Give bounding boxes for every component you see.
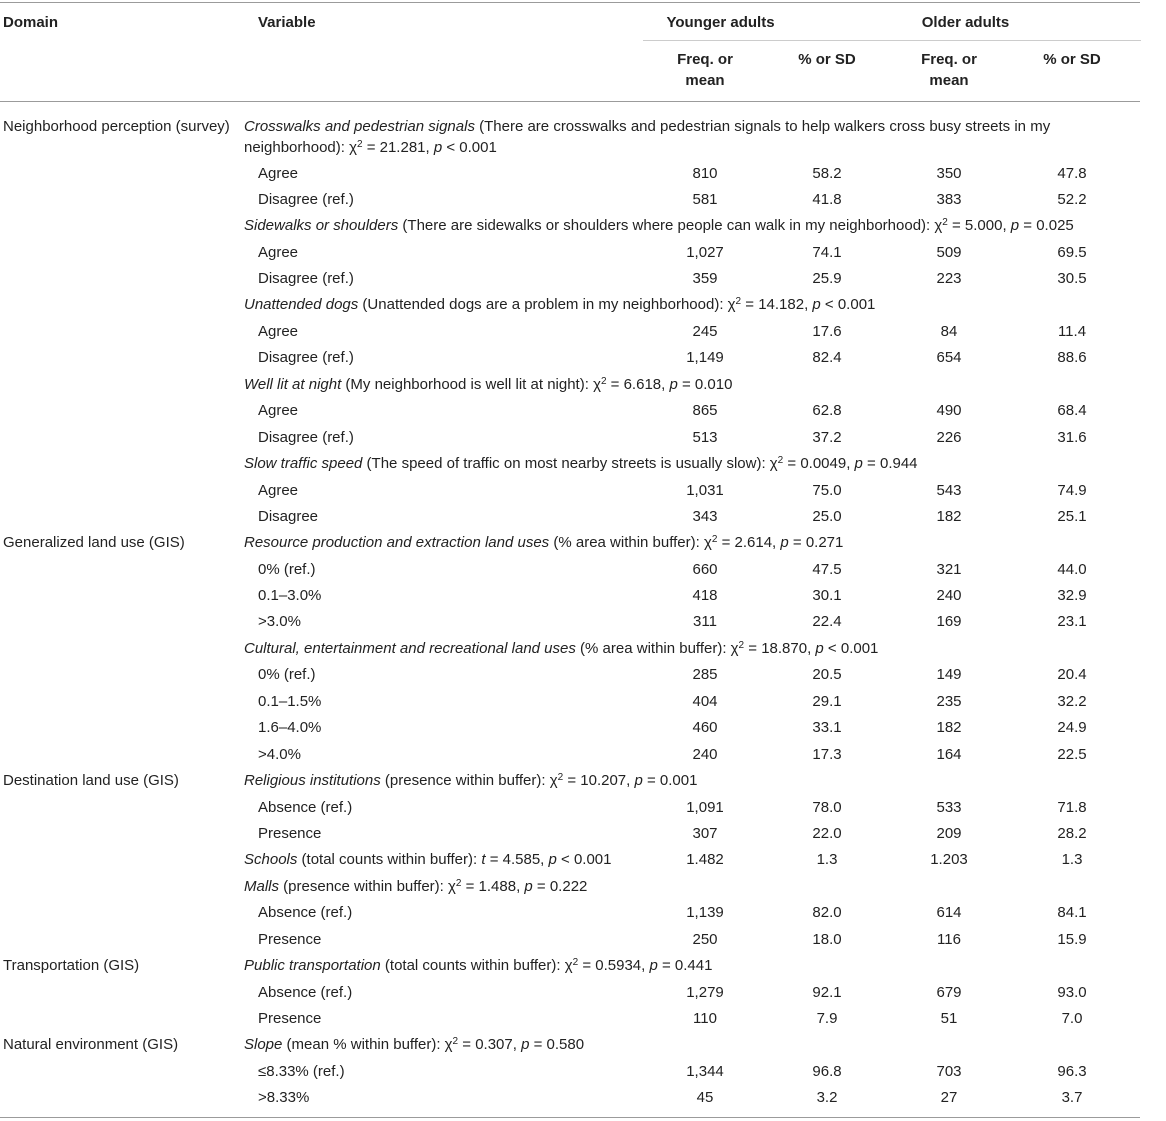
table-row	[0, 902, 1140, 928]
header-domain: Domain	[3, 14, 59, 31]
statistic-exponent: 2	[600, 376, 607, 387]
test-statistic-symbol: χ	[727, 296, 736, 313]
level-label: 0.1–3.0%	[258, 587, 322, 604]
older-freq-cell: 679	[936, 984, 962, 1001]
younger-freq-cell: 285	[692, 666, 718, 683]
variable-row	[0, 770, 1140, 796]
level-label: ≤8.33% (ref.)	[258, 1063, 345, 1080]
test-statistic-symbol: χ	[564, 957, 573, 974]
older-freq-cell: 169	[936, 613, 962, 630]
older-pct-cell: 22.5	[1057, 746, 1087, 763]
variable-title	[244, 215, 1074, 236]
younger-pct-cell: 82.4	[812, 349, 842, 366]
bottom-rule	[0, 1117, 1140, 1118]
table-row	[0, 797, 1140, 823]
variable-row	[0, 453, 1140, 479]
younger-pct-cell: 82.0	[812, 904, 842, 921]
test-statistic-value: = 21.281,	[362, 139, 434, 156]
older-pct-cell: 30.5	[1057, 270, 1087, 287]
older-freq-cell: 223	[936, 270, 962, 287]
level-label: Disagree	[258, 508, 319, 525]
younger-freq-cell: 1,149	[686, 349, 724, 366]
table-row	[0, 929, 1140, 955]
older-pct-cell: 23.1	[1057, 613, 1087, 630]
p-symbol: p	[521, 1036, 530, 1053]
younger-freq-cell: 865	[692, 402, 718, 419]
variable-name: Unattended dogs	[244, 296, 359, 313]
younger-pct-cell: 1.3	[816, 851, 838, 868]
p-value: = 0.001	[642, 772, 698, 789]
variable-title	[244, 374, 732, 395]
younger-pct-cell: 18.0	[812, 931, 842, 948]
test-statistic-value: = 0.307,	[458, 1036, 522, 1053]
variable-description: (% area within buffer):	[549, 534, 704, 551]
younger-pct-cell: 92.1	[812, 984, 842, 1001]
younger-freq-cell: 1,027	[686, 244, 724, 261]
level-label: Agree	[258, 244, 299, 261]
younger-pct-cell: 41.8	[812, 191, 842, 208]
header-older-adults: Older adults	[921, 14, 1010, 31]
older-freq-cell: 1.203	[930, 851, 968, 868]
younger-pct-cell: 17.3	[812, 746, 842, 763]
younger-freq-cell: 1,139	[686, 904, 724, 921]
older-pct-cell: 44.0	[1057, 561, 1087, 578]
domain-label: Transportation (GIS)	[3, 957, 140, 974]
older-pct-cell: 32.9	[1057, 587, 1087, 604]
table-row	[0, 1008, 1140, 1034]
level-label: Absence (ref.)	[258, 984, 353, 1001]
younger-freq-cell: 1.482	[686, 851, 724, 868]
older-freq-cell: 164	[936, 746, 962, 763]
table-row	[0, 189, 1140, 215]
older-pct-cell: 11.4	[1057, 323, 1087, 340]
variable-description: (presence within buffer):	[380, 772, 550, 789]
younger-pct-cell: 47.5	[812, 561, 842, 578]
level-label: Agree	[258, 165, 299, 182]
variable-title	[244, 876, 587, 897]
variable-row	[0, 876, 1140, 902]
level-label: Disagree (ref.)	[258, 191, 354, 208]
test-statistic-symbol: χ	[349, 139, 357, 156]
older-freq-cell: 321	[936, 561, 962, 578]
older-freq-cell: 209	[936, 825, 962, 842]
older-freq-cell: 383	[936, 191, 962, 208]
level-label: >8.33%	[258, 1089, 310, 1106]
younger-pct-cell: 25.9	[812, 270, 842, 287]
older-freq-cell: 490	[936, 402, 962, 419]
variable-title	[244, 453, 918, 474]
level-label: >4.0%	[258, 746, 301, 763]
younger-pct-cell: 96.8	[812, 1063, 842, 1080]
younger-freq-cell: 245	[692, 323, 718, 340]
test-statistic-symbol: t	[481, 851, 486, 868]
table-row	[0, 347, 1140, 373]
older-pct-cell: 28.2	[1057, 825, 1087, 842]
test-statistic-value: = 1.488,	[461, 878, 525, 895]
level-label: 0.1–1.5%	[258, 693, 322, 710]
table-row	[0, 427, 1140, 453]
p-symbol: p	[634, 772, 643, 789]
level-label: 1.6–4.0%	[258, 719, 322, 736]
table-row	[0, 823, 1140, 849]
variable-name: Sidewalks or shoulders	[244, 217, 399, 234]
older-freq-cell: 614	[936, 904, 962, 921]
header-younger-adults: Younger adults	[666, 14, 775, 31]
younger-freq-cell: 810	[692, 165, 718, 182]
younger-pct-cell: 37.2	[812, 429, 842, 446]
table-row	[0, 691, 1140, 717]
variable-row	[0, 374, 1140, 400]
variable-description: (There are sidewalks or shoulders where people can walk in my neighborhood):	[398, 217, 935, 234]
older-freq-cell: 84	[940, 323, 958, 340]
test-statistic-symbol: χ	[769, 455, 778, 472]
older-freq-cell: 226	[936, 429, 962, 446]
variable-description: (There are crosswalks and pedestrian signals to help walkers cross busy streets in my neighborhood):	[244, 118, 1051, 156]
table-row	[0, 982, 1140, 1008]
younger-freq-cell: 660	[692, 561, 718, 578]
younger-pct-cell: 17.6	[812, 323, 842, 340]
statistic-exponent: 2	[455, 878, 462, 889]
variable-name: Crosswalks and pedestrian signals	[244, 118, 475, 135]
variable-description: (presence within buffer):	[279, 878, 448, 895]
level-label: Agree	[258, 482, 299, 499]
variable-row	[0, 116, 1140, 156]
test-statistic-symbol: χ	[730, 640, 739, 657]
older-freq-cell: 51	[940, 1010, 958, 1027]
p-value: < 0.001	[823, 640, 879, 657]
older-pct-cell: 15.9	[1057, 931, 1087, 948]
variable-title	[244, 770, 697, 791]
younger-freq-cell: 240	[692, 746, 718, 763]
older-freq-cell: 182	[936, 719, 962, 736]
level-label: Presence	[258, 825, 322, 842]
younger-freq-cell: 343	[692, 508, 718, 525]
younger-pct-cell: 29.1	[812, 693, 842, 710]
younger-freq-cell: 404	[692, 693, 718, 710]
variable-row	[0, 955, 1140, 981]
p-value: < 0.001	[820, 296, 876, 313]
younger-pct-cell: 33.1	[812, 719, 842, 736]
younger-pct-cell: 22.0	[812, 825, 842, 842]
variable-row	[0, 215, 1140, 241]
older-freq-cell: 240	[936, 587, 962, 604]
variable-title	[244, 955, 712, 976]
statistic-exponent: 2	[738, 640, 745, 651]
test-statistic-symbol: χ	[444, 1036, 453, 1053]
younger-pct-cell: 3.2	[816, 1089, 838, 1106]
p-symbol: p	[433, 139, 443, 156]
variable-name: Slope	[244, 1036, 283, 1053]
variable-title	[244, 294, 875, 315]
variable-title	[244, 638, 878, 659]
older-pct-cell: 20.4	[1057, 666, 1087, 683]
group-rule	[643, 40, 1141, 41]
p-symbol: p	[649, 957, 658, 974]
variable-name: Public transportation	[244, 957, 381, 974]
table-row	[0, 744, 1140, 770]
p-symbol: p	[815, 640, 824, 657]
younger-pct-cell: 58.2	[812, 165, 842, 182]
older-freq-cell: 149	[936, 666, 962, 683]
header-older-pct: % or SD	[1043, 51, 1101, 68]
older-freq-cell: 116	[937, 931, 961, 948]
statistic-exponent: 2	[557, 772, 564, 783]
statistic-exponent: 2	[452, 1036, 459, 1047]
table-row	[0, 664, 1140, 690]
table-row	[0, 585, 1140, 611]
p-value: < 0.001	[556, 851, 612, 868]
younger-freq-cell: 1,344	[686, 1063, 724, 1080]
older-pct-cell: 7.0	[1061, 1010, 1083, 1027]
header-younger-freq: Freq. or mean	[677, 51, 733, 89]
older-pct-cell: 1.3	[1061, 851, 1083, 868]
table-row	[0, 1087, 1140, 1113]
younger-pct-cell: 7.9	[816, 1010, 838, 1027]
older-freq-cell: 543	[936, 482, 962, 499]
older-pct-cell: 31.6	[1057, 429, 1087, 446]
older-pct-cell: 3.7	[1061, 1089, 1083, 1106]
test-statistic-value: = 6.618,	[606, 376, 670, 393]
younger-freq-cell: 359	[692, 270, 718, 287]
older-pct-cell: 84.1	[1057, 904, 1087, 921]
older-freq-cell: 703	[936, 1063, 962, 1080]
test-statistic-value: = 10.207,	[563, 772, 635, 789]
level-label: >3.0%	[258, 613, 301, 630]
statistic-exponent: 2	[711, 534, 718, 545]
table-row	[0, 717, 1140, 743]
variable-row	[0, 294, 1140, 320]
table-row	[0, 268, 1140, 294]
p-value: = 0.580	[529, 1036, 585, 1053]
variable-description: (mean % within buffer):	[282, 1036, 445, 1053]
table-row	[0, 611, 1140, 637]
domain-label: Natural environment (GIS)	[3, 1036, 179, 1053]
older-pct-cell: 74.9	[1057, 482, 1087, 499]
older-pct-cell: 93.0	[1057, 984, 1087, 1001]
variable-title	[244, 1034, 584, 1055]
p-value: < 0.001	[442, 139, 497, 156]
younger-pct-cell: 75.0	[812, 482, 842, 499]
variable-description: (My neighborhood is well lit at night):	[341, 376, 594, 393]
younger-freq-cell: 307	[692, 825, 718, 842]
test-statistic-value: = 5.000,	[947, 217, 1011, 234]
variable-description: (total counts within buffer):	[297, 851, 482, 868]
younger-freq-cell: 513	[692, 429, 718, 446]
test-statistic-value: = 2.614,	[717, 534, 781, 551]
p-value: = 0.271	[788, 534, 844, 551]
older-pct-cell: 96.3	[1057, 1063, 1087, 1080]
p-symbol: p	[812, 296, 821, 313]
level-label: Absence (ref.)	[258, 799, 353, 816]
older-pct-cell: 32.2	[1057, 693, 1087, 710]
test-statistic-value: = 4.585,	[485, 851, 549, 868]
top-rule	[0, 2, 1140, 3]
younger-freq-cell: 1,279	[686, 984, 724, 1001]
level-label: 0% (ref.)	[258, 561, 316, 578]
p-value: = 0.222	[532, 878, 588, 895]
test-statistic-symbol: χ	[549, 772, 558, 789]
older-pct-cell: 88.6	[1057, 349, 1087, 366]
p-symbol: p	[854, 455, 863, 472]
younger-pct-cell: 22.4	[812, 613, 842, 630]
variable-name: Cultural, entertainment and recreational land uses	[244, 640, 576, 657]
level-label: Agree	[258, 323, 299, 340]
variable-title	[244, 849, 611, 870]
younger-freq-cell: 110	[693, 1010, 717, 1027]
p-symbol: p	[524, 878, 533, 895]
older-pct-cell: 24.9	[1057, 719, 1087, 736]
variable-name: Schools	[244, 851, 298, 868]
younger-pct-cell: 20.5	[812, 666, 842, 683]
level-label: Disagree (ref.)	[258, 270, 354, 287]
header-rule	[0, 101, 1140, 102]
test-statistic-value: = 18.870,	[744, 640, 816, 657]
test-statistic-value: = 0.5934,	[578, 957, 650, 974]
variable-row	[0, 532, 1140, 558]
p-value: = 0.025	[1019, 217, 1074, 234]
level-label: 0% (ref.)	[258, 666, 316, 683]
statistic-exponent: 2	[356, 139, 363, 150]
statistic-exponent: 2	[735, 296, 742, 307]
test-statistic-symbol: χ	[593, 376, 601, 393]
older-pct-cell: 71.8	[1057, 799, 1087, 816]
variable-description: (The speed of traffic on most nearby streets is usually slow):	[362, 455, 770, 472]
variable-row	[0, 638, 1140, 664]
variable-description: (Unattended dogs are a problem in my neighborhood):	[358, 296, 728, 313]
level-label: Presence	[258, 931, 322, 948]
variable-name: Religious institutions	[244, 772, 381, 789]
older-freq-cell: 235	[936, 693, 962, 710]
table-row	[0, 163, 1140, 189]
domain-label: Generalized land use (GIS)	[3, 534, 185, 551]
younger-freq-cell: 418	[692, 587, 718, 604]
older-freq-cell: 533	[936, 799, 962, 816]
level-label: Agree	[258, 402, 299, 419]
younger-freq-cell: 311	[693, 613, 717, 630]
younger-freq-cell: 1,091	[686, 799, 724, 816]
table-row	[0, 480, 1140, 506]
older-freq-cell: 654	[936, 349, 962, 366]
test-statistic-value: = 14.182,	[741, 296, 813, 313]
older-pct-cell: 25.1	[1057, 508, 1087, 525]
variable-title	[244, 532, 843, 553]
variable-name: Malls	[244, 878, 280, 895]
header-variable: Variable	[258, 14, 316, 31]
younger-freq-cell: 581	[692, 191, 718, 208]
test-statistic-symbol: χ	[703, 534, 712, 551]
header-younger-pct: % or SD	[798, 51, 856, 68]
test-statistic-symbol: χ	[448, 878, 456, 895]
older-freq-cell: 27	[940, 1089, 958, 1106]
older-pct-cell: 47.8	[1057, 165, 1087, 182]
variable-name: Resource production and extraction land uses	[244, 534, 550, 551]
p-value: = 0.010	[677, 376, 733, 393]
younger-pct-cell: 62.8	[812, 402, 842, 419]
younger-freq-cell: 1,031	[686, 482, 724, 499]
level-label: Disagree (ref.)	[258, 349, 354, 366]
statistic-exponent: 2	[942, 217, 948, 228]
level-label: Disagree (ref.)	[258, 429, 354, 446]
table-row	[0, 242, 1140, 268]
p-value: = 0.944	[862, 455, 918, 472]
header-older-freq: Freq. or mean	[921, 51, 977, 89]
statistic-exponent: 2	[777, 455, 784, 466]
older-pct-cell: 69.5	[1057, 244, 1087, 261]
variable-name: Slow traffic speed	[244, 455, 363, 472]
younger-freq-cell: 45	[696, 1089, 714, 1106]
statistic-exponent: 2	[572, 957, 579, 968]
younger-freq-cell: 460	[692, 719, 718, 736]
variable-row	[0, 1034, 1140, 1060]
test-statistic-value: = 0.0049,	[783, 455, 855, 472]
older-freq-cell: 350	[936, 165, 962, 182]
p-symbol: p	[780, 534, 789, 551]
younger-pct-cell: 74.1	[812, 244, 842, 261]
variable-name: Well lit at night	[244, 376, 342, 393]
younger-pct-cell: 30.1	[812, 587, 842, 604]
older-freq-cell: 182	[936, 508, 962, 525]
table-row	[0, 506, 1140, 532]
variable-row	[0, 849, 1140, 875]
p-symbol: p	[669, 376, 678, 393]
table-row	[0, 321, 1140, 347]
p-value: = 0.441	[657, 957, 713, 974]
younger-pct-cell: 25.0	[812, 508, 842, 525]
p-symbol: p	[548, 851, 557, 868]
level-label: Presence	[258, 1010, 322, 1027]
test-statistic-symbol: χ	[934, 217, 943, 234]
younger-pct-cell: 78.0	[812, 799, 842, 816]
domain-label: Neighborhood perception (survey)	[3, 118, 230, 135]
variable-description: (% area within buffer):	[575, 640, 731, 657]
table-row	[0, 400, 1140, 426]
older-pct-cell: 68.4	[1057, 402, 1087, 419]
domain-label: Destination land use (GIS)	[3, 772, 179, 789]
older-freq-cell: 509	[936, 244, 962, 261]
variable-description: (total counts within buffer):	[380, 957, 565, 974]
table-row	[0, 559, 1140, 585]
table-row	[0, 1061, 1140, 1087]
level-label: Absence (ref.)	[258, 904, 353, 921]
variable-title	[244, 116, 1124, 158]
younger-freq-cell: 250	[692, 931, 718, 948]
older-pct-cell: 52.2	[1057, 191, 1087, 208]
p-symbol: p	[1010, 217, 1020, 234]
